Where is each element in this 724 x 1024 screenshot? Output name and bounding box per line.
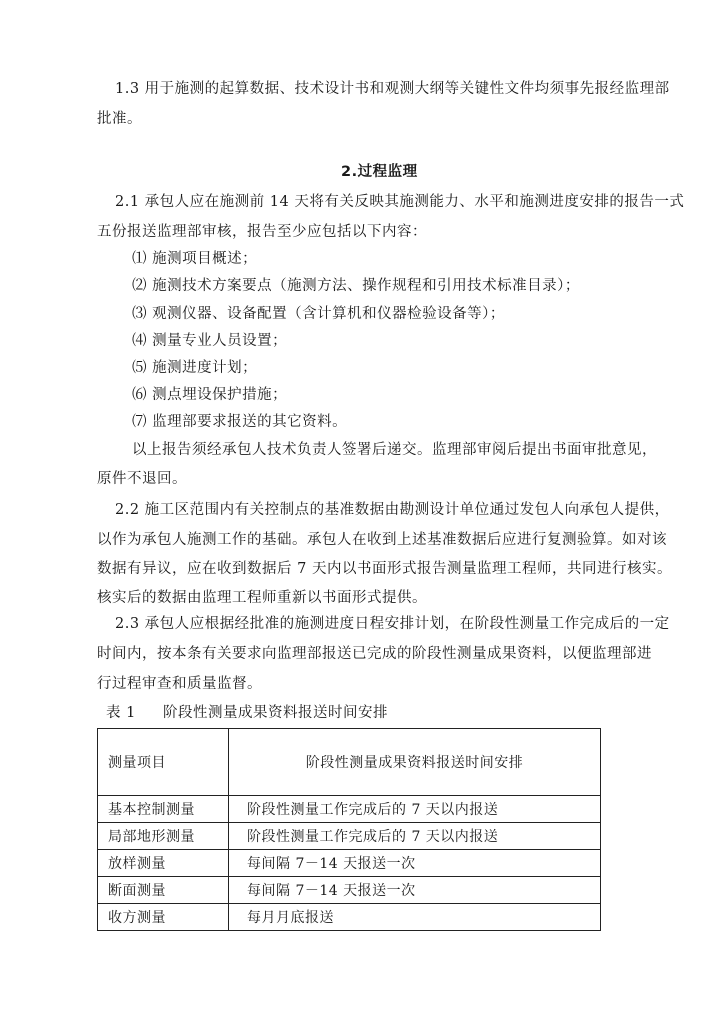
p22-line-4: 核实后的数据由监理工程师重新以书面形式提供。 xyxy=(97,590,427,606)
intro-line-1: 1.3 用于施测的起算数据、技术设计书和观测大纲等关键性文件均须事先报经监理部 xyxy=(115,81,670,97)
table-cell: 局部地形测量 xyxy=(98,823,229,850)
p21-line-2: 五份报送监理部审核，报告至少应包括以下内容： xyxy=(97,224,427,240)
table-row xyxy=(98,877,601,904)
header-cell: 测量项目 xyxy=(98,729,229,796)
table-caption-label: 表 1 xyxy=(106,705,136,721)
p23-line-1: 2.3 承包人应根据经批准的施测进度日程安排计划，在阶段性测量工作完成后的一定 xyxy=(115,616,670,632)
table-cell: 放样测量 xyxy=(98,850,229,877)
header-cell: 阶段性测量成果资料报送时间安排 xyxy=(229,729,601,796)
table-caption-title: 阶段性测量成果资料报送时间安排 xyxy=(163,705,388,721)
table-cell: 每间隔 7－14 天报送一次 xyxy=(229,877,601,904)
p22-line-3: 数据有异议，应在收到数据后 7 天内以书面形式报告测量监理工程师，共同进行核实。 xyxy=(97,561,672,577)
table-cell: 阶段性测量工作完成后的 7 天以内报送 xyxy=(229,796,601,823)
list-item: ⑶ 观测仪器、设备配置（含计算机和仪器检验设备等）； xyxy=(132,306,505,322)
list-item: ⑸ 施测进度计划； xyxy=(132,360,258,376)
list-item: ⑴ 施测项目概述； xyxy=(132,251,258,267)
table-cell: 基本控制测量 xyxy=(98,796,229,823)
intro-line-2: 批准。 xyxy=(97,111,142,127)
table-row xyxy=(98,850,601,877)
table-cell: 阶段性测量工作完成后的 7 天以内报送 xyxy=(229,823,601,850)
list-item: ⑺ 监理部要求报送的其它资料。 xyxy=(132,414,348,430)
table-row xyxy=(98,796,601,823)
table-cell: 断面测量 xyxy=(98,877,229,904)
list-item: ⑵ 施测技术方案要点（施测方法、操作规程和引用技术标准目录）； xyxy=(132,278,580,294)
schedule-table xyxy=(97,728,601,931)
p23-line-2: 时间内，按本条有关要求向监理部报送已完成的阶段性测量成果资料，以便监理部进 xyxy=(97,646,652,662)
report-note-line-1: 以上报告须经承包人技术负责人签署后递交。监理部审阅后提出书面审批意见， xyxy=(132,442,657,458)
p22-line-2: 以作为承包人施测工作的基础。承包人在收到上述基准数据后应进行复测验算。如对该 xyxy=(97,532,667,548)
table-cell: 收方测量 xyxy=(98,904,229,931)
section-title: 2.过程监理 xyxy=(341,164,418,180)
list-item: ⑹ 测点埋设保护措施； xyxy=(132,387,288,403)
report-note-line-2: 原件不退回。 xyxy=(97,471,187,487)
table-header-row xyxy=(98,729,601,796)
list-item: ⑷ 测量专业人员设置； xyxy=(132,333,288,349)
table-row xyxy=(98,904,601,931)
table-row xyxy=(98,823,601,850)
p23-line-3: 行过程审查和质量监督。 xyxy=(97,676,262,692)
p22-line-1: 2.2 施工区范围内有关控制点的基准数据由勘测设计单位通过发包人向承包人提供， xyxy=(115,502,670,518)
table-cell: 每月月底报送 xyxy=(229,904,601,931)
table-cell: 每间隔 7－14 天报送一次 xyxy=(229,850,601,877)
p21-line-1: 2.1 承包人应在施测前 14 天将有关反映其施测能力、水平和施测进度安排的报告一式 xyxy=(115,194,685,210)
